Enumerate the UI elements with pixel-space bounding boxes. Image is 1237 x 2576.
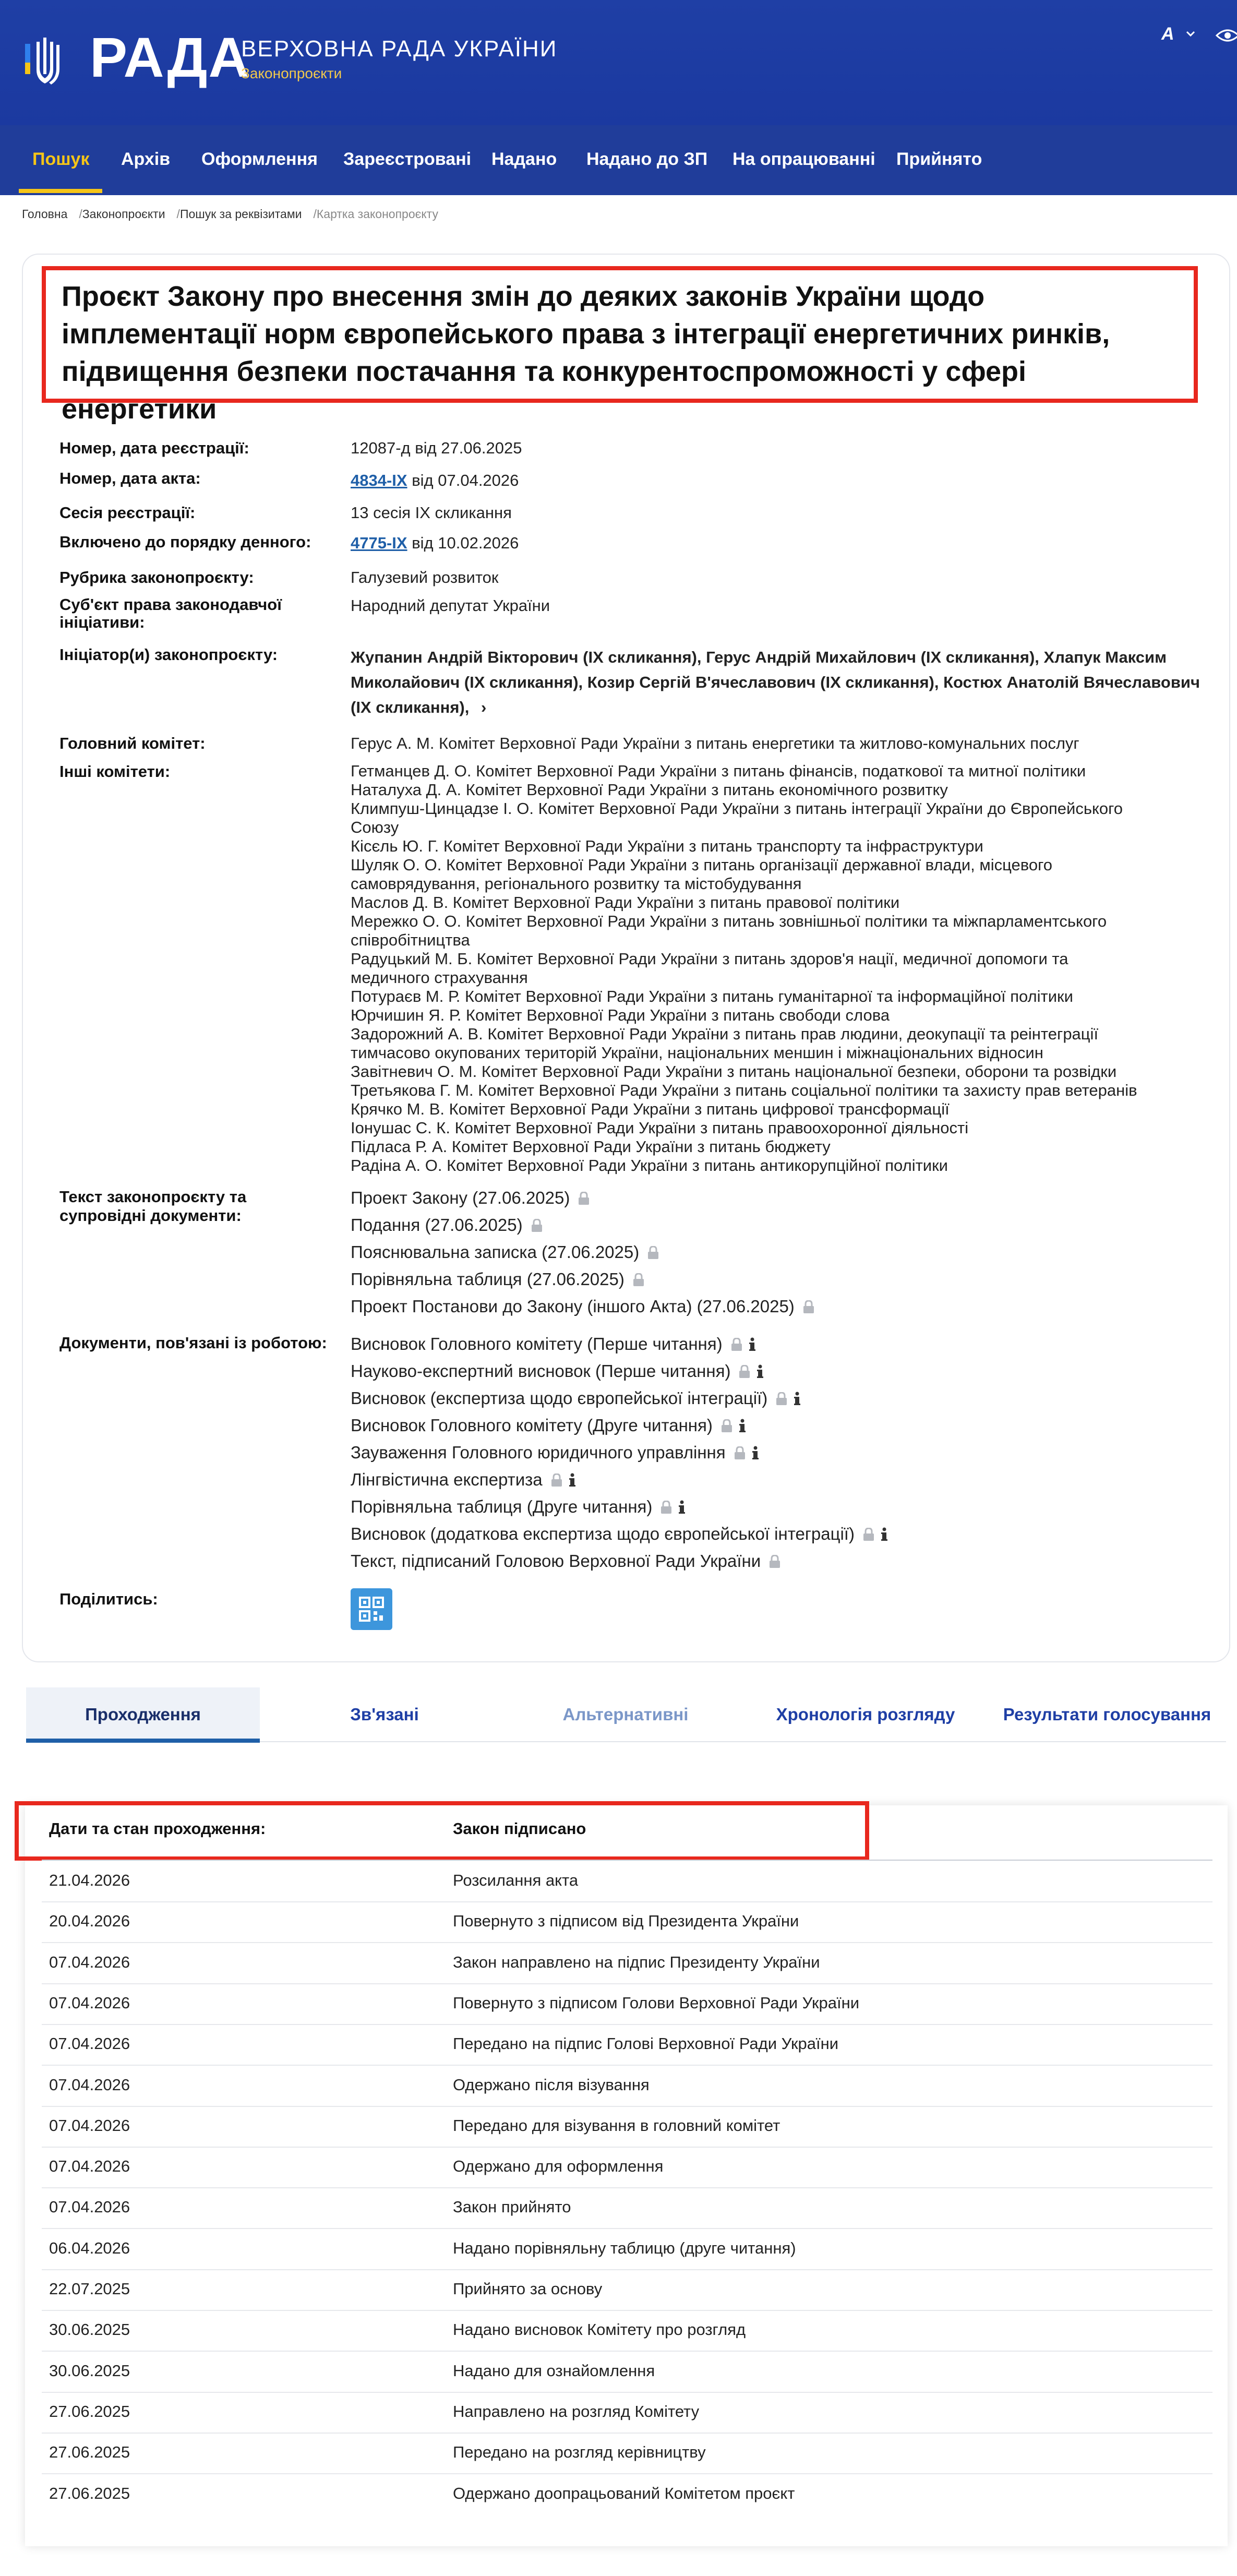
initiators-value: [351, 645, 1201, 720]
qr-code-icon: [351, 1588, 392, 1630]
tab-voting-results[interactable]: Результати голосування: [1003, 1705, 1211, 1724]
committee-item: Радуцький М. Б. Комітет Верховної Ради України з питань здоров'я нації, медичної допомоги та: [351, 950, 1068, 968]
row-divider: [42, 1942, 1212, 1943]
column-header-status: Закон підписано: [453, 1819, 586, 1838]
row-status: Надано порівняльну таблицю (друге читання): [453, 2238, 796, 2257]
related-document-title: Науково-експертний висновок (Перше читання): [351, 1361, 731, 1381]
breadcrumb-bills[interactable]: Законопроєкти: [82, 207, 165, 221]
lock-icon: [803, 1300, 814, 1314]
lock-icon: [863, 1528, 874, 1541]
related-document-link[interactable]: [351, 1442, 759, 1463]
row-divider: [42, 1901, 1212, 1902]
subject-value: Народний депутат України: [351, 596, 550, 615]
row-divider: [42, 2024, 1212, 2025]
session-label: Сесія реєстрації:: [59, 504, 196, 522]
other-committees-list: [351, 762, 1201, 1175]
chevron-down-icon: [1186, 30, 1195, 38]
main-committee-value: Герус А. М. Комітет Верховної Ради України з питань енергетики та житлово-комунальних послуг: [351, 734, 1079, 752]
committee-item: Маслов Д. В. Комітет Верховної Ради України з питань правової політики: [351, 893, 900, 912]
row-status: Повернуто з підписом Голови Верховної Ради України: [453, 1993, 860, 2012]
info-icon[interactable]: [756, 1364, 764, 1379]
eye-icon[interactable]: [1216, 28, 1237, 43]
breadcrumb-separator: /: [176, 207, 180, 221]
texts-label: Текст законопроєкту та супровідні документи:: [59, 1188, 247, 1225]
related-document-link[interactable]: [351, 1551, 780, 1572]
breadcrumb-separator: /: [79, 207, 82, 221]
info-icon[interactable]: [749, 1337, 756, 1352]
related-document-link[interactable]: [351, 1524, 888, 1544]
row-date: 30.06.2025: [49, 2320, 130, 2339]
breadcrumb-current: Картка законопроєкту: [316, 207, 438, 221]
document-title: Проект Постанови до Закону (іншого Акта) (27.06.2025): [351, 1297, 795, 1316]
rubric-value: Галузевий розвиток: [351, 568, 499, 586]
row-date: 07.04.2026: [49, 2157, 130, 2176]
row-date: 07.04.2026: [49, 1993, 130, 2012]
lock-icon: [647, 1246, 659, 1260]
row-divider: [42, 2147, 1212, 2148]
tab-active-indicator: [26, 1739, 260, 1743]
committee-item: Шуляк О. О. Комітет Верховної Ради України з питань організації державної влади, місцевого: [351, 856, 1052, 874]
row-status: Закон направлено на підпис Президенту України: [453, 1952, 820, 1971]
committee-item: Наталуха Д. А. Комітет Верховної Ради України з питань економічного розвитку: [351, 781, 948, 799]
document-link[interactable]: [351, 1296, 814, 1317]
nav-item-provided-zp[interactable]: Надано до ЗП: [586, 149, 708, 169]
logo-text[interactable]: РАДА: [90, 26, 250, 89]
related-label: Документи, пов'язані із роботою:: [59, 1334, 327, 1352]
site-title: ВЕРХОВНА РАДА УКРАЇНИ: [241, 36, 558, 62]
document-link[interactable]: [351, 1215, 543, 1236]
session-value: 13 сесія IX скликання: [351, 504, 512, 522]
info-icon[interactable]: [569, 1473, 576, 1488]
row-divider: [42, 1983, 1212, 1984]
committee-item: Климпуш-Цинцадзе І. О. Комітет Верховної Ради України з питань інтеграції України до Європейського: [351, 799, 1123, 818]
document-title: Пояснювальна записка (27.06.2025): [351, 1242, 640, 1262]
committee-item: Завітневич О. М. Комітет Верховної Ради України з питань національної безпеки, оборони та розвідки: [351, 1062, 1117, 1081]
row-date: 22.07.2025: [49, 2280, 130, 2298]
related-document-title: Порівняльна таблиця (Друге читання): [351, 1497, 653, 1516]
lock-icon: [734, 1446, 746, 1460]
tab-related[interactable]: Зв'язані: [350, 1705, 419, 1724]
related-document-link[interactable]: [351, 1469, 576, 1490]
agenda-date: від 10.02.2026: [407, 534, 519, 552]
row-date: 06.04.2026: [49, 2238, 130, 2257]
related-document-title: Висновок (експертиза щодо європейської інтеграції): [351, 1388, 768, 1408]
committee-item: самоврядування, регіонального розвитку та містобудування: [351, 874, 802, 893]
row-date: 27.06.2025: [49, 2443, 130, 2462]
nav-item-provided[interactable]: Надано: [491, 149, 557, 169]
committee-item: Союзу: [351, 818, 399, 836]
rubric-label: Рубрика законопроєкту:: [59, 568, 254, 586]
share-label: Поділитись:: [59, 1590, 158, 1608]
committee-item: Радіна А. О. Комітет Верховної Ради України з питань антикорупційної політики: [351, 1156, 948, 1175]
lock-icon: [633, 1273, 644, 1287]
initiators-list: Жупанин Андрій Вікторович (IX скликання), Герус Андрій Михайлович (IX скликання), Хлапук Максим Миколайович (IX скликання), Козир Сергій В'ячеславович (IX скликання), Костюх Анатолій Вячеславович (IX скликання),: [351, 648, 1200, 716]
row-status: Передано на розгляд керівництву: [453, 2443, 706, 2462]
nav-item-registration[interactable]: Оформлення: [201, 149, 318, 169]
row-divider: [42, 2187, 1212, 2188]
row-date: 27.06.2025: [49, 2484, 130, 2502]
committee-item: Кісєль Ю. Г. Комітет Верховної Ради України з питань транспорту та інфраструктури: [351, 837, 983, 855]
trident-logo-icon[interactable]: [25, 38, 65, 88]
main-committee-label: Головний комітет:: [59, 734, 206, 752]
row-divider: [42, 2351, 1212, 2352]
committee-item: Крячко М. В. Комітет Верховної Ради України з питань цифрової трансформації: [351, 1100, 950, 1118]
related-document-title: Лінгвістична експертиза: [351, 1470, 543, 1489]
row-date: 30.06.2025: [49, 2361, 130, 2380]
related-document-title: Текст, підписаний Головою Верховної Ради України: [351, 1551, 761, 1571]
agenda-number-link[interactable]: 4775-IX: [351, 534, 407, 552]
committee-item: Третьякова Г. М. Комітет Верховної Ради України з питань соціальної політики та захисту прав ветеранів: [351, 1081, 1137, 1099]
lock-icon: [739, 1365, 750, 1379]
row-date: 07.04.2026: [49, 2075, 130, 2094]
info-icon[interactable]: [794, 1392, 801, 1406]
row-divider: [42, 2310, 1212, 2311]
act-label: Номер, дата акта:: [59, 469, 201, 487]
tab-progress[interactable]: Проходження: [26, 1687, 260, 1742]
other-committees-label: Інші комітети:: [59, 762, 171, 781]
act-value: [351, 471, 1201, 490]
nav-item-registered[interactable]: Зареєстровані: [343, 149, 472, 169]
reg-value: 12087-д від 27.06.2025: [351, 439, 522, 457]
lock-icon: [769, 1555, 780, 1568]
nav-item-search[interactable]: Пошук: [32, 149, 90, 169]
agenda-label: Включено до порядку денного:: [59, 533, 311, 551]
document-title: Проект Закону (27.06.2025): [351, 1188, 570, 1207]
row-date: 07.04.2026: [49, 1952, 130, 1971]
row-status: Передано на підпис Голові Верховної Ради України: [453, 2034, 839, 2053]
related-document-link[interactable]: [351, 1361, 764, 1382]
bill-title: Проєкт Закону про внесення змін до деяких законів України щодо імплементації норм європейського права з інтеграції енергетичних ринків, підвищення безпеки постачання та конкурентоспроможності у сфері енергетики: [62, 281, 1110, 425]
committee-item: медичного страхування: [351, 968, 528, 987]
lock-icon: [660, 1501, 672, 1514]
lock-icon: [578, 1192, 590, 1205]
committee-item: Мережко О. О. Комітет Верховної Ради України з питань зовнішньої політики та міжпарламентського: [351, 912, 1107, 930]
document-link[interactable]: [351, 1242, 659, 1263]
lock-icon: [551, 1473, 562, 1487]
row-status: Прийнято за основу: [453, 2280, 603, 2298]
related-document-title: Зауваження Головного юридичного управління: [351, 1443, 726, 1462]
row-date: 20.04.2026: [49, 1912, 130, 1931]
reg-label: Номер, дата реєстрації:: [59, 439, 249, 457]
row-date: 21.04.2026: [49, 1871, 130, 1889]
initiators-more-icon[interactable]: ›: [481, 698, 487, 716]
row-date: 27.06.2025: [49, 2402, 130, 2421]
document-title: Подання (27.06.2025): [351, 1215, 523, 1235]
row-divider: [42, 2473, 1212, 2474]
row-status: Одержано після візування: [453, 2075, 650, 2094]
committee-item: тимчасово окупованих територій України, національних меншин і міжнаціональних відносин: [351, 1044, 1043, 1062]
subject-label: Суб'єкт права законодавчої ініціативи:: [59, 595, 282, 631]
related-document-title: Висновок (додаткова експертиза щодо європейської інтеграції): [351, 1524, 855, 1543]
document-link[interactable]: [351, 1188, 590, 1208]
language-switch[interactable]: [1161, 24, 1195, 44]
info-icon[interactable]: [881, 1527, 888, 1542]
row-status: Надано для ознайомлення: [453, 2361, 655, 2380]
info-icon[interactable]: [678, 1500, 686, 1515]
tab-chronology[interactable]: Хронологія розгляду: [776, 1705, 955, 1724]
lock-icon: [531, 1219, 543, 1232]
share-button[interactable]: [351, 1588, 392, 1630]
row-date: 07.04.2026: [49, 2116, 130, 2135]
breadcrumb-home[interactable]: Головна: [22, 207, 68, 221]
lock-icon: [721, 1419, 732, 1433]
main-nav: [0, 125, 1237, 195]
row-divider: [42, 2228, 1212, 2229]
row-divider: [42, 2392, 1212, 2393]
row-divider: [42, 2065, 1212, 2066]
committee-item: Гетманцев Д. О. Комітет Верховної Ради України з питань фінансів, податкової та митної політики: [351, 762, 1086, 780]
row-status: Повернуто з підписом від Президента України: [453, 1912, 799, 1931]
related-document-title: Висновок Головного комітету (Перше читання): [351, 1334, 723, 1353]
agenda-value: [351, 533, 1201, 553]
related-document-link[interactable]: [351, 1388, 801, 1409]
breadcrumb: [22, 207, 438, 221]
related-document-link[interactable]: [351, 1415, 746, 1436]
nav-active-indicator: [19, 189, 102, 193]
row-status: Одержано для оформлення: [453, 2157, 664, 2176]
row-divider: [42, 2269, 1212, 2270]
site-section: Законопроєкти: [241, 65, 342, 81]
row-status: Передано для візування в головний комітет: [453, 2116, 780, 2135]
act-number-link[interactable]: 4834-IX: [351, 471, 407, 489]
related-document-title: Висновок Головного комітету (Друге читання): [351, 1416, 713, 1435]
row-status: Одержано доопрацьований Комітетом проєкт: [453, 2484, 795, 2502]
committee-item: Юрчишин Я. Р. Комітет Верховної Ради України з питань свободи слова: [351, 1006, 890, 1024]
row-status: Направлено на розгляд Комітету: [453, 2402, 700, 2421]
breadcrumb-separator: /: [313, 207, 317, 221]
language-label: A: [1161, 24, 1174, 44]
committee-item: Підласа Р. А. Комітет Верховної Ради України з питань бюджету: [351, 1137, 831, 1156]
related-document-link[interactable]: [351, 1334, 756, 1355]
info-icon[interactable]: [752, 1446, 759, 1460]
document-title: Порівняльна таблиця (27.06.2025): [351, 1269, 624, 1289]
lock-icon: [731, 1338, 742, 1351]
nav-item-archive[interactable]: Архів: [121, 149, 171, 169]
row-date: 07.04.2026: [49, 2034, 130, 2053]
table-header-divider: [42, 1860, 1212, 1861]
row-status: Закон прийнято: [453, 2198, 571, 2216]
related-document-link[interactable]: [351, 1496, 686, 1517]
site-header: [0, 0, 1237, 125]
row-status: Розсилання акта: [453, 1871, 579, 1889]
column-header-dates: Дати та стан проходження:: [49, 1819, 266, 1838]
committee-item: Потураєв М. Р. Комітет Верховної Ради України з питань гуманітарної та інформаційної політики: [351, 987, 1073, 1005]
committee-item: Іонушас С. К. Комітет Верховної Ради України з питань правоохоронної діяльності: [351, 1119, 969, 1137]
row-status: Надано висновок Комітету про розгляд: [453, 2320, 746, 2339]
row-divider: [42, 2106, 1212, 2107]
act-date: від 07.04.2026: [407, 471, 519, 489]
breadcrumb-search[interactable]: Пошук за реквізитами: [179, 207, 302, 221]
nav-item-adopted[interactable]: Прийнято: [896, 149, 982, 169]
row-date: 07.04.2026: [49, 2198, 130, 2216]
info-icon[interactable]: [739, 1419, 746, 1433]
document-link[interactable]: [351, 1269, 644, 1290]
initiators-label: Ініціатор(и) законопроєкту:: [59, 645, 278, 664]
nav-item-processing[interactable]: На опрацюванні: [732, 149, 875, 169]
tab-alternative[interactable]: Альтернативні: [562, 1705, 689, 1724]
committee-item: Задорожний А. В. Комітет Верховної Ради України з питань прав людини, деокупації та реінтеграції: [351, 1025, 1099, 1043]
committee-item: співробітництва: [351, 931, 470, 949]
lock-icon: [776, 1392, 787, 1406]
row-divider: [42, 2433, 1212, 2434]
